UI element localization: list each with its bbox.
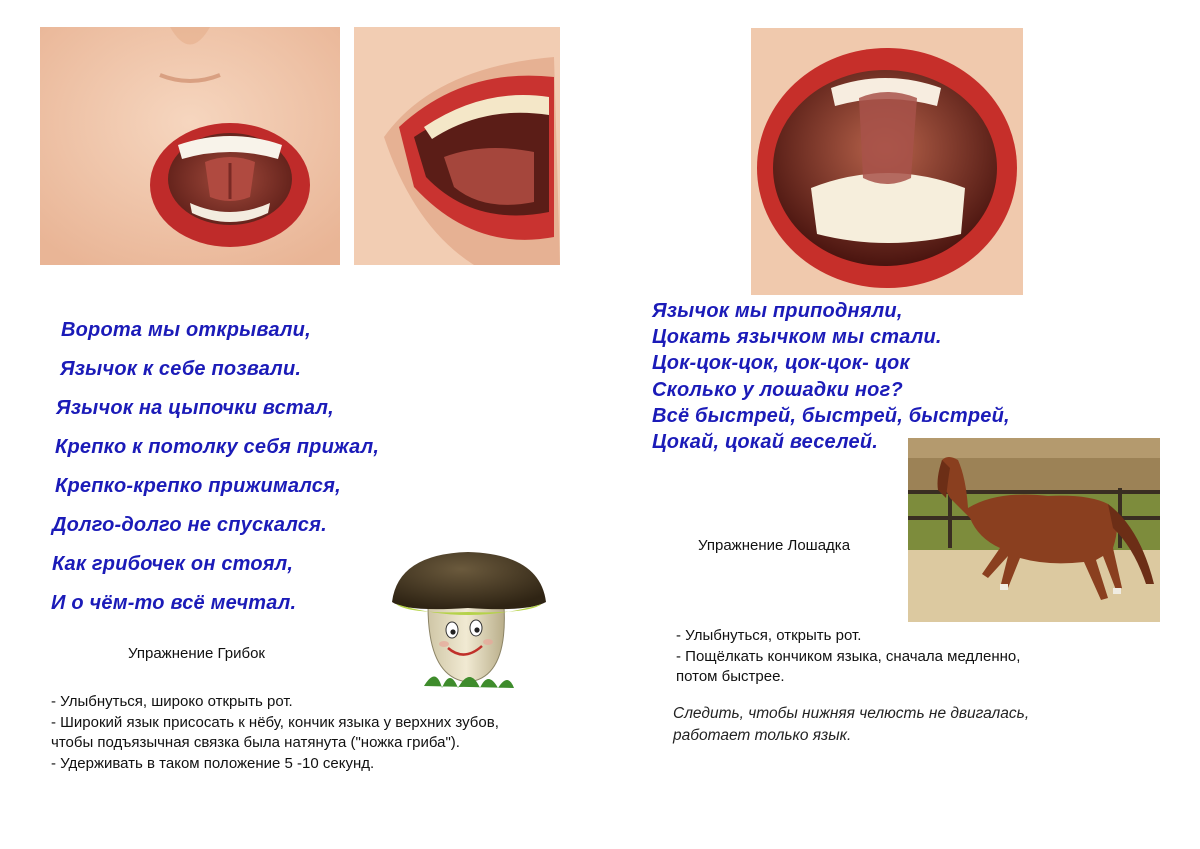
poem-line: Цокать язычком мы стали.	[652, 326, 942, 349]
note-line: Следить, чтобы нижняя челюсть не двигалась,	[673, 705, 1030, 722]
instruction-line: потом быстрее.	[676, 668, 785, 685]
instruction-line: - Улыбнуться, открыть рот.	[676, 627, 862, 644]
poem-line: Цок-цок-цок, цок-цок- цок	[652, 352, 910, 375]
poem-line: Как грибочек он стоял,	[52, 553, 294, 575]
horse-trotting-photo	[908, 438, 1160, 622]
poem-gribok	[50, 311, 379, 623]
instruction-line: - Улыбнуться, широко открыть рот.	[51, 693, 293, 710]
mushroom-cartoon-illustration	[388, 548, 548, 690]
note-loshadka	[673, 703, 1029, 747]
instruction-line: чтобы подъязычная связка была натянута ("ножка гриба").	[51, 734, 460, 751]
poem-line: И о чём-то всё мечтал.	[51, 592, 297, 614]
poem-line: Сколько у лошадки ног?	[652, 378, 903, 401]
poem-line: Ворота мы открывали,	[61, 319, 311, 341]
instruction-line: - Удерживать в таком положение 5 -10 секунд.	[51, 754, 375, 772]
note-line: работает только язык.	[673, 727, 852, 744]
poem-line: Язычок мы приподняли,	[652, 300, 903, 322]
mouth-tongue-raised-photo	[751, 28, 1023, 295]
instruction-line: - Широкий язык присосать к нёбу, кончик языка у верхних зубов,	[51, 713, 499, 731]
caption-gribok: Упражнение Грибок	[128, 645, 265, 662]
poem-line: Язычок на цыпочки встал,	[56, 397, 334, 419]
instructions-gribok	[51, 692, 499, 774]
poem-loshadka	[652, 298, 1010, 455]
caption-loshadka: Упражнение Лошадка	[698, 537, 851, 554]
mouth-open-front-photo	[40, 27, 340, 265]
poem-line: Долго-долго не спускался.	[52, 514, 327, 536]
poem-line: Всё быстрей, быстрей, быстрей,	[652, 404, 1010, 427]
poem-line: Крепко-крепко прижимался,	[55, 475, 341, 497]
poem-line: Язычок к себе позвали.	[60, 358, 302, 380]
instruction-line: - Пощёлкать кончиком языка, сначала медленно,	[676, 647, 1021, 665]
poem-line: Крепко к потолку себя прижал,	[55, 436, 380, 458]
mouth-open-side-photo	[354, 27, 560, 265]
instructions-loshadka	[676, 626, 1020, 688]
poem-line: Цокай, цокай веселей.	[652, 430, 878, 453]
